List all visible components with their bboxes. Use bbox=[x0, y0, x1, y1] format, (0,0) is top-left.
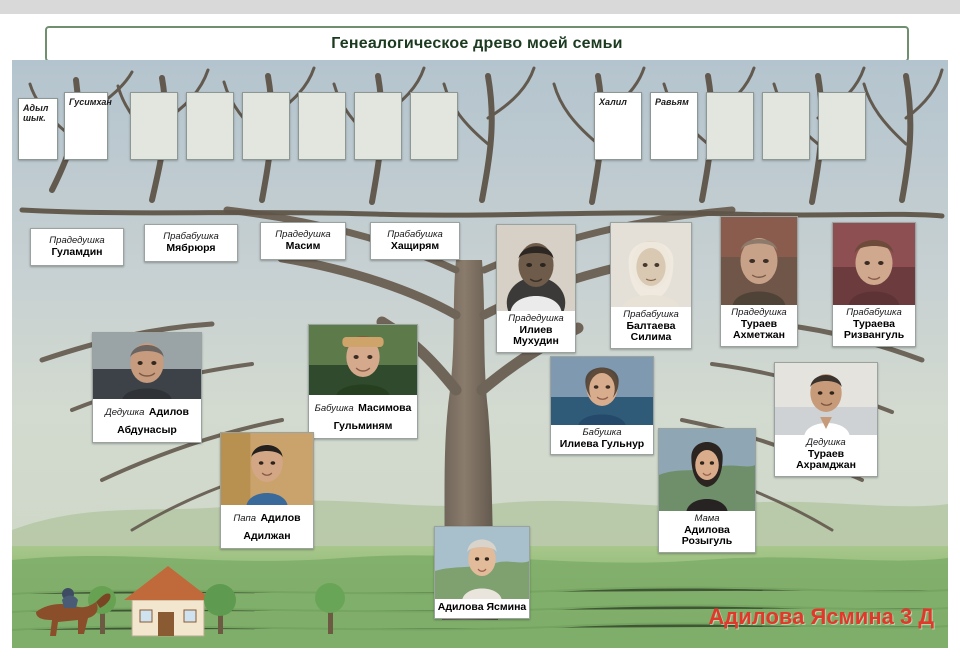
portrait-illustration bbox=[551, 357, 653, 425]
relation-label: Прадедушка bbox=[731, 307, 787, 318]
person-caption bbox=[93, 399, 201, 442]
great-grandparent-photo-card-1[interactable] bbox=[610, 222, 692, 349]
person-photo bbox=[551, 357, 653, 425]
grandparent-card-2[interactable] bbox=[550, 356, 654, 455]
relation-label: Дедушка bbox=[105, 407, 145, 418]
person-caption bbox=[551, 425, 653, 454]
person-photo bbox=[435, 527, 529, 599]
person-name: Адилова Розыгуль bbox=[681, 523, 733, 548]
relation-label: Прабабушка bbox=[387, 229, 443, 240]
portrait-illustration bbox=[93, 333, 201, 399]
person-photo bbox=[611, 223, 691, 307]
person-name: Адилова Ясмина bbox=[437, 601, 527, 613]
parent-card-father[interactable] bbox=[220, 432, 314, 549]
great-grandparent-photo-card-0[interactable] bbox=[496, 224, 576, 353]
ancestor-box-10[interactable] bbox=[706, 92, 754, 160]
parent-card-mother[interactable] bbox=[658, 428, 756, 553]
portrait-illustration bbox=[721, 217, 797, 305]
relation-label: Прадедушка bbox=[275, 229, 331, 240]
person-photo bbox=[497, 225, 575, 311]
portrait-illustration bbox=[659, 429, 755, 511]
person-caption bbox=[435, 599, 529, 618]
ancestor-box-label bbox=[187, 93, 233, 97]
author-signature: Адилова Ясмина 3 Д bbox=[708, 604, 934, 629]
person-name: Илиев Мухудин bbox=[513, 323, 559, 348]
great-grandparent-label-card-0[interactable] bbox=[30, 228, 124, 266]
grandparent-card-0[interactable] bbox=[92, 332, 202, 443]
person-name: Адилов Адилжан bbox=[243, 512, 301, 542]
ancestor-box-5[interactable] bbox=[298, 92, 346, 160]
relation-label: Бабушка bbox=[314, 403, 354, 414]
person-photo bbox=[93, 333, 201, 399]
ancestor-box-7[interactable] bbox=[410, 92, 458, 160]
grandparent-card-3[interactable] bbox=[774, 362, 878, 477]
ancestor-box-8[interactable] bbox=[594, 92, 642, 160]
relation-label: Прабабушка bbox=[623, 309, 679, 320]
top-grey-strip bbox=[0, 0, 960, 14]
ancestor-box-0[interactable] bbox=[18, 98, 58, 160]
ancestor-box-label: Халил bbox=[599, 97, 627, 107]
ancestor-box-6[interactable] bbox=[354, 92, 402, 160]
person-caption bbox=[721, 305, 797, 346]
great-grandparent-label-card-3[interactable] bbox=[370, 222, 460, 260]
person-caption bbox=[497, 311, 575, 352]
ancestor-box-label: Гусимхан bbox=[69, 97, 112, 107]
portrait-illustration bbox=[309, 325, 417, 395]
ancestor-box-4[interactable] bbox=[242, 92, 290, 160]
relation-label: Прадедушка bbox=[49, 235, 105, 246]
person-photo bbox=[833, 223, 915, 305]
portrait-illustration bbox=[775, 363, 877, 435]
person-name: Илиева Гульнур bbox=[559, 437, 645, 450]
grandparent-card-1[interactable] bbox=[308, 324, 418, 439]
person-name: Гуламдин bbox=[51, 246, 103, 258]
person-photo bbox=[721, 217, 797, 305]
ancestor-box-label: Равьям bbox=[655, 97, 689, 107]
ancestor-box-2[interactable] bbox=[130, 92, 178, 160]
person-photo bbox=[775, 363, 877, 435]
person-name: Масимова Гульминям bbox=[333, 402, 412, 432]
person-caption bbox=[309, 395, 417, 438]
relation-label: Прабабушка bbox=[163, 231, 219, 242]
portrait-illustration bbox=[221, 433, 313, 505]
ancestor-box-label bbox=[243, 93, 289, 97]
portrait-illustration bbox=[435, 527, 529, 599]
great-grandparent-label-card-2[interactable] bbox=[260, 222, 346, 260]
person-name: Тураев Ахрамджан bbox=[796, 447, 856, 472]
relation-label: Прадедушка bbox=[508, 313, 564, 324]
portrait-illustration bbox=[611, 223, 691, 307]
ancestor-box-label: Адыл шык. bbox=[23, 103, 49, 124]
portrait-illustration bbox=[497, 225, 575, 311]
person-caption bbox=[659, 511, 755, 552]
person-name: Балтаева Силима bbox=[626, 319, 676, 344]
page-title: Генеалогическое древо моей семьи bbox=[331, 35, 623, 52]
person-name: Адилов Абдунасыр bbox=[117, 406, 189, 436]
person-name: Тураева Ризвангуль bbox=[843, 317, 905, 342]
person-caption bbox=[611, 307, 691, 348]
ancestor-box-label bbox=[131, 93, 177, 97]
person-caption bbox=[221, 505, 313, 548]
tree-illustration-scene bbox=[12, 60, 948, 648]
relation-label: Дедушка bbox=[806, 437, 846, 448]
ancestor-box-11[interactable] bbox=[762, 92, 810, 160]
ancestor-box-1[interactable] bbox=[64, 92, 112, 160]
person-photo bbox=[309, 325, 417, 395]
ancestor-box-label bbox=[763, 93, 809, 97]
ancestor-box-label bbox=[819, 93, 865, 97]
ancestor-box-9[interactable] bbox=[650, 92, 698, 160]
person-name: Тураев Ахметжан bbox=[733, 317, 785, 342]
relation-label: Мама bbox=[694, 513, 720, 524]
person-caption bbox=[833, 305, 915, 346]
person-name: Масим bbox=[285, 240, 321, 252]
person-caption bbox=[775, 435, 877, 476]
person-name: Хащирям bbox=[390, 240, 440, 252]
relation-label: Папа bbox=[233, 513, 256, 524]
child-card[interactable] bbox=[434, 526, 530, 619]
poster-title-banner bbox=[45, 26, 909, 62]
person-photo bbox=[221, 433, 313, 505]
ancestor-box-12[interactable] bbox=[818, 92, 866, 160]
great-grandparent-label-card-1[interactable] bbox=[144, 224, 238, 262]
relation-label: Прабабушка bbox=[846, 307, 902, 318]
ancestor-box-label bbox=[299, 93, 345, 97]
great-grandparent-photo-card-3[interactable] bbox=[832, 222, 916, 347]
great-grandparent-photo-card-2[interactable] bbox=[720, 216, 798, 347]
ancestor-box-label bbox=[355, 93, 401, 97]
relation-label: Бабушка bbox=[582, 427, 622, 438]
portrait-illustration bbox=[833, 223, 915, 305]
person-photo bbox=[659, 429, 755, 511]
ancestor-box-3[interactable] bbox=[186, 92, 234, 160]
ancestor-box-label bbox=[707, 93, 753, 97]
person-name: Мябрюря bbox=[166, 242, 216, 254]
ancestor-box-label bbox=[411, 93, 457, 97]
